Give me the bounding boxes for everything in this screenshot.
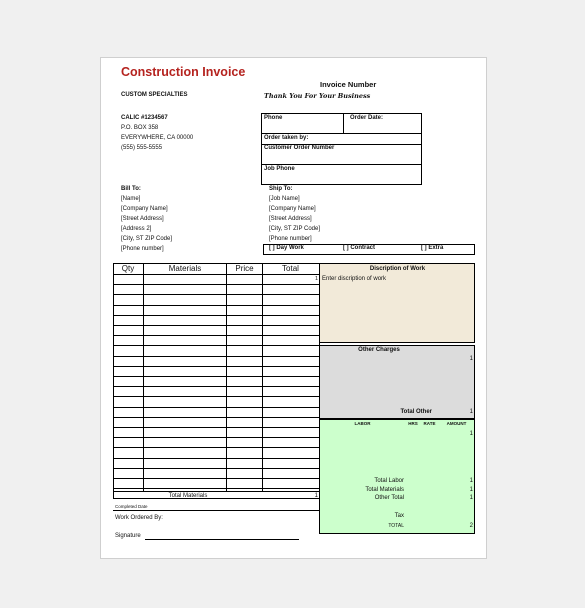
other-total-label: Other Total: [374, 495, 404, 501]
rate-header: RATE: [423, 421, 436, 426]
thank-you-note: Thank You For Your Business: [264, 92, 371, 100]
ship-to-line: [Street Address]: [269, 216, 312, 222]
total-other-label: Total Other: [400, 409, 432, 415]
grand-total-label: TOTAL: [388, 523, 404, 529]
divider: [343, 113, 344, 133]
bill-to-line: [Address 2]: [121, 226, 152, 232]
first-row-total: 1: [314, 276, 318, 282]
total-materials-value: 1: [314, 493, 318, 499]
total-materials-label: Total Materials: [168, 493, 208, 499]
total-labor-label: Total Labor: [374, 478, 404, 484]
phone-label: Phone: [264, 115, 283, 121]
customer-order-number-label: Customer Order Number: [264, 145, 335, 151]
extra-option[interactable]: [ ] Extra: [421, 245, 444, 251]
qty-header: Qty: [121, 264, 135, 273]
row-divider: [113, 510, 319, 511]
total-other-value: 1: [469, 409, 473, 415]
ship-to-line: [Job Name]: [269, 196, 300, 202]
ship-to-label: Ship To:: [269, 186, 293, 192]
work-description-area: [319, 263, 475, 343]
amount-header: AMOUNT: [446, 421, 467, 426]
other-charges-first-value: 1: [469, 356, 473, 362]
other-charges-header: Other Charges: [358, 347, 400, 353]
bill-to-line: [Name]: [121, 196, 141, 202]
price-header: Price: [235, 264, 254, 273]
hrs-header: HRS: [408, 421, 418, 426]
divider: [261, 164, 422, 165]
total-labor-value: 1: [469, 478, 473, 484]
tax-label: Tax: [394, 513, 404, 519]
invoice-page: [100, 57, 487, 559]
company-tagline: CUSTOM SPECIALTIES: [121, 92, 188, 98]
labor-first-value: 1: [469, 431, 473, 437]
divider: [261, 133, 422, 134]
company-address-line: P.O. BOX 358: [121, 125, 159, 131]
signature-line[interactable]: [145, 539, 299, 540]
day-work-option[interactable]: [ ] Day Work: [269, 245, 304, 251]
contract-option[interactable]: [ ] Contract: [343, 245, 375, 251]
materials-table-frame: [113, 263, 320, 499]
completed-date-label: Completed Date: [115, 504, 148, 509]
grand-total-value: 2: [469, 523, 473, 529]
bill-to-line: [City, ST ZIP Code]: [121, 236, 173, 242]
invoice-title: Construction Invoice: [121, 65, 246, 79]
bill-to-label: Bill To:: [121, 186, 141, 192]
materials-header: Materials: [168, 264, 202, 273]
work-description-first-line[interactable]: Enter discription of work: [322, 276, 387, 282]
work-ordered-by-label: Work Ordered By:: [115, 515, 163, 521]
company-license: CALIC #1234567: [121, 115, 168, 121]
order-taken-by-label: Order taken by:: [264, 135, 309, 141]
order-date-label: Order Date:: [350, 115, 384, 121]
ship-to-line: [City, ST ZIP Code]: [269, 226, 321, 232]
totals-materials-label: Total Materials: [365, 487, 404, 493]
other-total-value: 1: [469, 495, 473, 501]
bill-to-line: [Street Address]: [121, 216, 164, 222]
bill-to-line: [Phone number]: [121, 246, 164, 252]
totals-materials-value: 1: [469, 487, 473, 493]
company-phone: (555) 555-5555: [121, 145, 163, 151]
bill-to-line: [Company Name]: [121, 206, 168, 212]
signature-label: Signature: [115, 533, 141, 539]
company-address-line: EVERYWHERE, CA 00000: [121, 135, 194, 141]
invoice-number-label: Invoice Number: [320, 80, 377, 89]
job-phone-label: Job Phone: [264, 166, 295, 172]
ship-to-line: [Phone number]: [269, 236, 312, 242]
work-description-header: Discription of Work: [369, 266, 426, 272]
labor-header: LABOR: [354, 421, 371, 426]
total-header: Total: [282, 264, 299, 273]
ship-to-line: [Company Name]: [269, 206, 316, 212]
